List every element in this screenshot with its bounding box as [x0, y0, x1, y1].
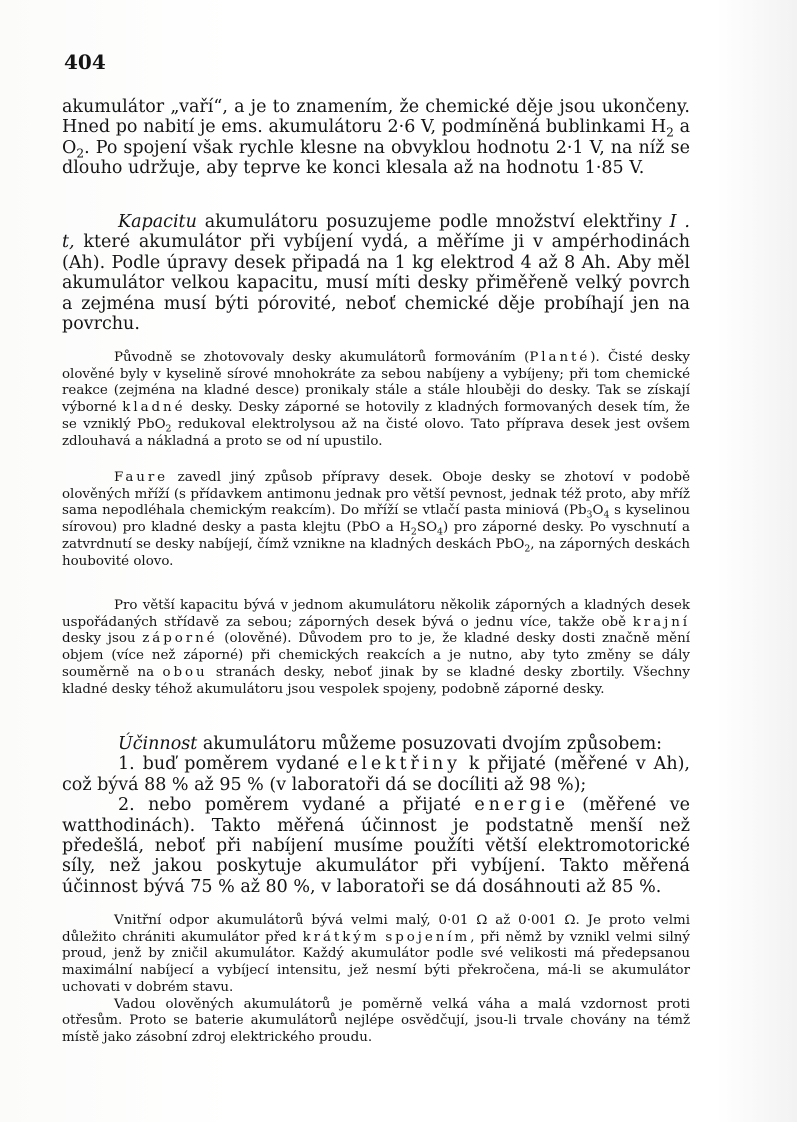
word-zaporne: záporné: [142, 631, 218, 647]
word-krajni: krajní: [632, 614, 690, 630]
p1-sub-h2: 2: [666, 125, 674, 140]
s3-text-a: Pro větší kapacitu bývá v jednom akumulátoru několik záporných a kladných desek uspořádaných střídavě za sebou; záporných desek bývá o jednu více, takže obě: [62, 598, 690, 630]
s4-text-b: , při němž by vznikl velmi silný proud, jenž by zničil akumulátor. Každý akumulátor podle své velikosti má předepsanou maximální nabíjecí a vybíjecí intensitu, jež nesmí býti překročena, má-li se akumulátor uchovati v dobrém stavu.: [62, 929, 690, 995]
s4-text-a: Vnitřní odpor akumulátorů bývá velmi malý, 0·01 Ω až 0·001 Ω. Je proto velmi důležito chrániti akumulátor před: [62, 913, 690, 945]
s1-sub-2: 2: [165, 423, 172, 435]
s2-text-c: s kyselinou sírovou) pro kladné desky a pasta klejtu (PbO a H: [62, 503, 690, 536]
s3-text-d: stranách desky, neboť jinak by se kladné desky zbortily. Všechny kladné desky téhož akumulátoru jsou vespolek spojeny, podobně záporné desky.: [62, 664, 690, 697]
p4-text-b: k přijaté (měřené v Ah), což bývá 88 %: [62, 754, 690, 795]
s1-text-a: Původně se zhotovovaly desky akumulátorů formováním (: [114, 350, 530, 365]
s3-text-b: desky jsou: [62, 631, 143, 647]
p1-text-c: . Po spojení však rychle klesne na obvyklou hodnotu 2·1 V, na níž se dlouho udržuje, aby teprve ke konci klesala až na hodnotu 1·85 V.: [62, 137, 690, 179]
paragraph-kapacita: [62, 212, 690, 334]
s2-sub-3: 3: [586, 510, 593, 522]
s2-text-f: , na záporných deskách houbovité olovo.: [62, 536, 691, 569]
p1-sub-o2: 2: [76, 146, 85, 161]
word-obou: obou: [162, 664, 208, 680]
s2-text-e: ) pro záporné desky. Po vyschnutí a zatvrdnutí se desky nabíjejí, čímž vznikne na kladných deskách PbO: [62, 520, 690, 552]
word-energie: energie: [474, 795, 569, 816]
p4-text-a: 1. buď poměrem vydané: [118, 754, 348, 775]
s2-text-b: O: [592, 503, 604, 519]
word-kladne: kladné: [122, 400, 186, 416]
word-spojenim: spojením: [385, 929, 471, 945]
note-vada: Vadou olověných akumulátorů je poměrně velká váha a malá vzdornost proti otřesům. Proto se baterie akumulátorů nejlépe osvědčují, jsou-li trvale chovány na témž místě jako zásobní zdroj elektrického proudu.: [62, 996, 690, 1045]
name-faure: Faure: [114, 470, 169, 485]
p5-text-a: 2. nebo poměrem vydané a přijaté: [118, 795, 475, 816]
note-faure: [62, 470, 690, 570]
word-elektriny: elektřiny: [347, 754, 461, 775]
p1-text-a: akumulátor „vaří“, a je to znamením, že chemické děje jsou ukončeny. Hned po nabití je ems. akumulátoru 2·6 V, podmíněná bublinkami H: [62, 97, 690, 138]
s3-text-c: (olověné). Důvodem pro to je, že kladné desky dosti značně mění objem (více než záporné) při chemických reakcích a je nutno, aby tyto změny se dály souměrně na: [62, 631, 690, 680]
formula-i-t: I . t,: [62, 212, 690, 253]
s2-sub-2a: 2: [410, 526, 417, 538]
p1-text-b: a O: [62, 117, 690, 158]
p3-text-a: akumulátoru můžeme posuzovati dvojím způsobem:: [197, 734, 663, 754]
term-ucinnost: Účinnost: [118, 734, 198, 754]
s2-text-d: SO: [416, 520, 438, 536]
paragraph-vari: [62, 97, 690, 179]
s1-text-b: ). Čisté desky olověné byly v kyselině sírové mnohokráte za sebou nabíjeny a vybíjeny; při tom chemické reakce (zejména na kladné desce) pronikaly stále a stále hlouběji do desky. Tak se získají výborné: [62, 350, 690, 416]
s1-text-d: redukoval elektrolysou až na čisté olovo. Tato příprava desek jest ovšem zdlouhavá a nákladná a proto se od ní upustilo.: [62, 416, 690, 449]
note-plante: [62, 350, 690, 450]
p5-text-b: (měřené ve watthodinách). Takto měřená účinnost je podstatně menší než předešlá, neboť při nabíjení musíme použíti větší elektromotorické síly, než jakou poskytuje akumulátor při vybíjení. Takto měřená účinnost bývá 75 % až 80 %, v laboratoři se dá dosáhnouti až 85 %.: [62, 795, 690, 897]
p2-text-b: které akumulátor při vybíjení vydá, a měříme ji v ampérhodinách (Ah). Podle úpravy desek připadá na 1 kg elektrod 4 až 8 Ah. Aby měl akumulátor velkou kapacitu, musí míti desky přiměřeně velký povrch a zejména musí býti pórovité, neboť chemické děje probíhají jen na povrchu.: [62, 232, 690, 335]
paragraph-ucinnost: [62, 734, 690, 897]
s2-sub-4: 4: [603, 510, 610, 522]
s2-text-a: zavedl jiný způsob přípravy desek. Oboje desky se zhotoví v podobě olověných mříží (s přídavkem antimonu jednak pro větší pevnost, jednak též proto, aby mříž sama nepodléhala chemickým reakcím). Do mříží se vtlačí pasta miniová (Pb: [62, 470, 690, 519]
s2-sub-4b: 4: [437, 526, 444, 538]
note-vnitrni-odpor: [62, 913, 690, 1047]
term-kapacitu: Kapacitu: [118, 212, 197, 232]
s1-text-c: desky. Desky záporné se hotovily z kladných formovaných desek tím, že se vzniklý PbO: [62, 400, 690, 432]
p2-text-a: akumulátoru posuzujeme podle množství elektřiny: [196, 212, 670, 232]
name-plante: Planté: [529, 350, 591, 365]
page-number: 404: [64, 50, 106, 74]
note-kapacita-desky: [62, 598, 690, 698]
word-kratkym: krátkým: [302, 929, 380, 945]
p4-text-c: až 95 % (v laboratoři dá se docíliti až 98 %);: [188, 774, 587, 795]
s2-sub-2b: 2: [524, 543, 531, 555]
